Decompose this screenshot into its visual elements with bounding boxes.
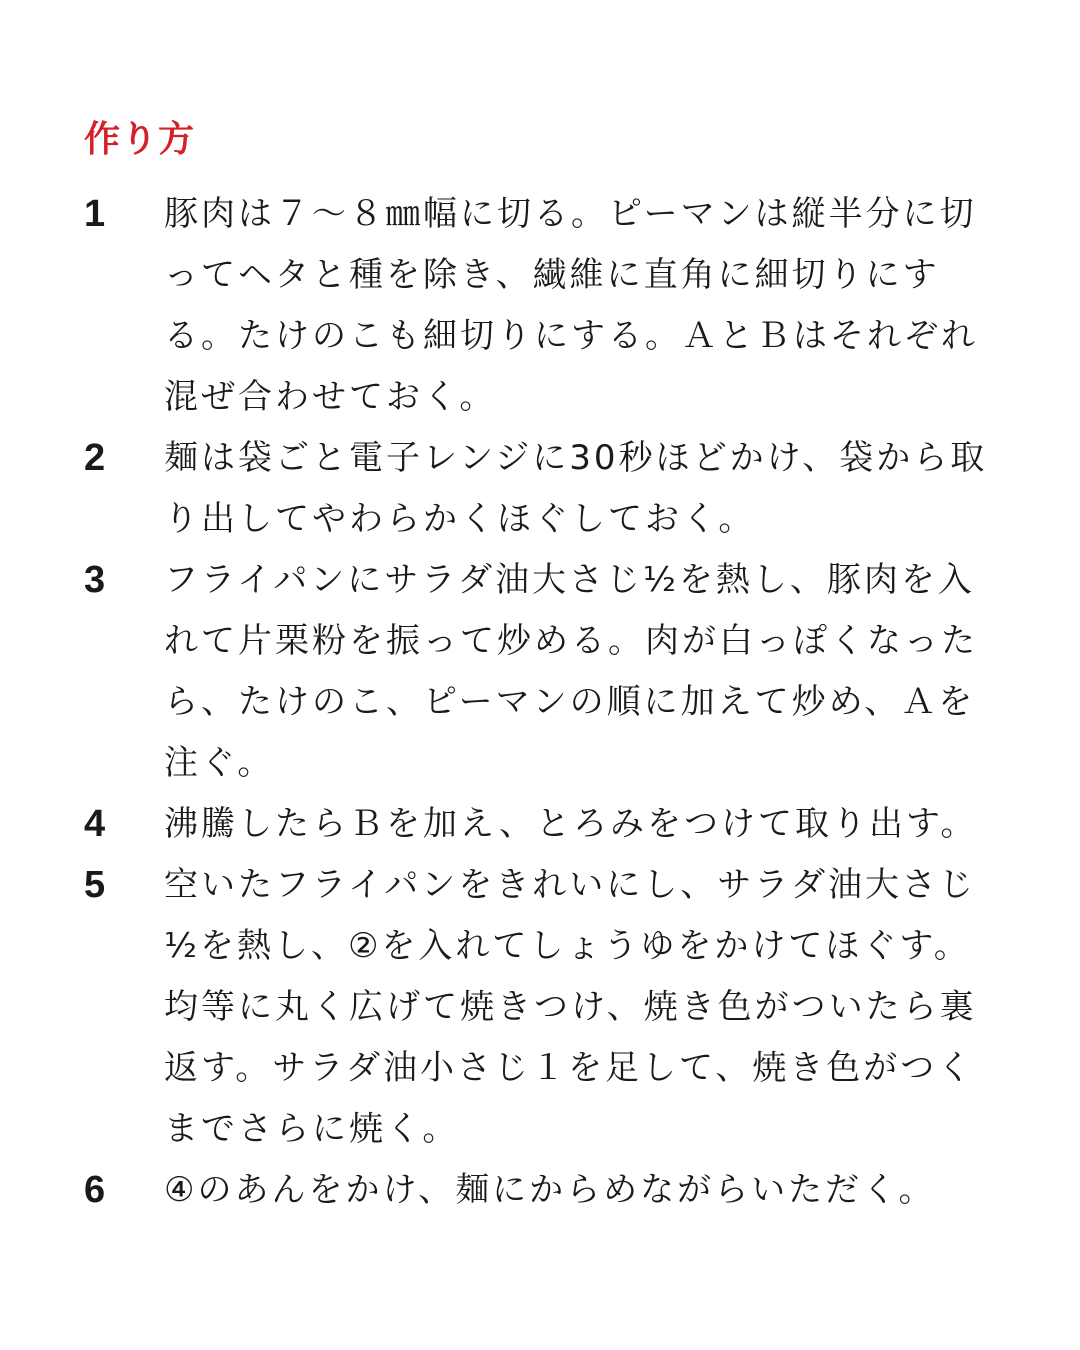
step-text: 沸騰したらＢを加え、とろみをつけて取り出す。 xyxy=(164,804,978,844)
step-3 xyxy=(84,550,1004,794)
step-number: 3 xyxy=(84,559,106,601)
step-number: 4 xyxy=(84,803,106,845)
instructions-heading: 作り方 xyxy=(84,119,196,160)
step-number: 2 xyxy=(84,437,106,479)
step-text: ④のあんをかけ、麺にからめながらいただく。 xyxy=(164,1170,936,1210)
step-4 xyxy=(84,794,1004,855)
step-number: 6 xyxy=(84,1169,106,1211)
step-text: 麺は袋ごと電子レンジに30秒ほどかけ、袋から取り出してやわらかくほぐしておく。 xyxy=(164,438,988,539)
step-1 xyxy=(84,184,1004,428)
step-text: 空いたフライパンをきれいにし、サラダ油大さじ½を熱し、②を入れてしょうゆをかけてほぐす。均等に丸く広げて焼きつけ、焼き色がついたら裏返す。サラダ油小さじ１を足して、焼き色がつくまでさらに焼く。 xyxy=(164,865,977,1149)
step-text: フライパンにサラダ油大さじ½を熱し、豚肉を入れて片栗粉を振って炒める。肉が白っぽくなったら、たけのこ、ピーマンの順に加えて炒め、Ａを注ぐ。 xyxy=(164,560,978,783)
step-number: 1 xyxy=(84,193,106,235)
step-number: 5 xyxy=(84,864,106,906)
steps-list xyxy=(84,184,1004,1221)
step-2 xyxy=(84,428,1004,550)
step-6 xyxy=(84,1160,1004,1221)
step-5 xyxy=(84,855,1004,1160)
step-text: 豚肉は７〜８㎜幅に切る。ピーマンは縦半分に切ってヘタと種を除き、繊維に直角に細切りにする。たけのこも細切りにする。ＡとＢはそれぞれ混ぜ合わせておく。 xyxy=(164,194,978,417)
